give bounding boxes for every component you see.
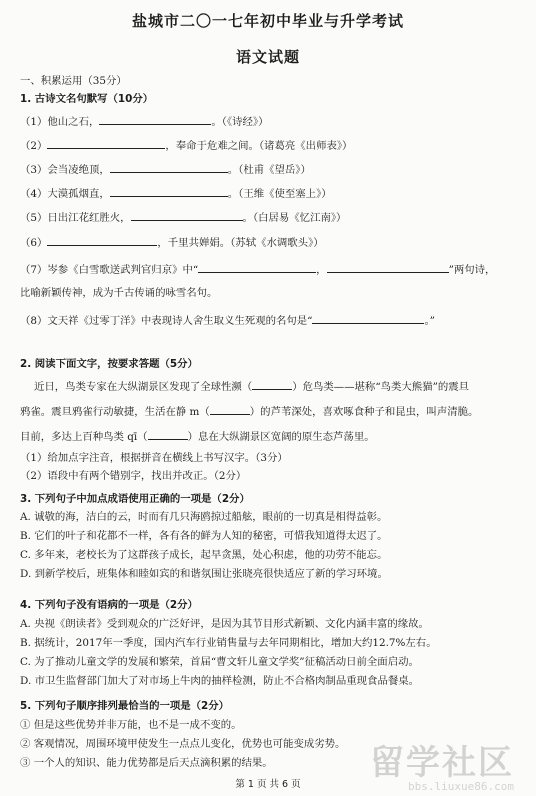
question-5-item-3: ③ 一个人的知识、能力优势都是后天点滴积累的结果。 [20, 757, 273, 769]
answer-blank[interactable] [110, 186, 228, 197]
question-4-option-d[interactable]: D. 市卫生监督部门加大了对市场上牛肉的抽样检测，防止不合格肉制品重现食品餐桌。 [20, 675, 420, 687]
question-1-item-1: （1）他山之石， 。（《诗经》） [20, 116, 269, 128]
question-3-option-a[interactable]: A. 诚敬的海，洁白的云，时而有几只海鸥掠过船舷，眼前的一切真是相得益彰。 [20, 511, 388, 523]
question-3-option-d[interactable]: D. 到新学校后，班集体和睦如宾的和谐氛围让张晓亮很快适应了新的学习环境。 [20, 568, 388, 580]
question-1-stem: 1. 古诗文名句默写（10分） [20, 93, 154, 105]
question-4-option-c[interactable]: C. 为了推动儿童文学的发展和繁荣，首届“曹文轩儿童文学奖”征稿活动日前全面启动。 [20, 656, 419, 668]
answer-blank[interactable] [47, 235, 157, 246]
question-5-item-2: ② 客观情况，周围环境甲使发生一点点儿变化，优势也可能变成劣势。 [20, 738, 346, 750]
answer-blank[interactable] [99, 114, 211, 125]
answer-blank[interactable] [131, 210, 243, 221]
question-3-option-b[interactable]: B. 它们的叶子和花都不一样，各有各的鲜为人知的秘密，可惜我知道得太迟了。 [20, 530, 388, 542]
question-1-item-7: （7）岑参《白雪歌送武判官归京》中“ ， ”两句诗， [20, 264, 496, 276]
question-2-passage-line-3: 目前，多达上百种鸟类 qī（ ）息在大纵湖景区宽阔的原生态芦荡里。 [20, 431, 375, 443]
question-2-passage-line-2: 鸦雀。震旦鸦雀行动敏捷，生活在静 m（ ）的芦苇深处，喜欢啄食种子和昆虫，叫声清脆。 [20, 406, 479, 418]
watermark-logo [370, 735, 514, 793]
exam-title: 盐城市二〇一七年初中毕业与升学考试 [131, 12, 404, 30]
question-1-item-4: （4）大漠孤烟直， 。（王维《使至塞上》） [20, 188, 332, 200]
watermark-brand: 留学社区 [370, 743, 514, 783]
question-5-item-1: ① 但是这些优势并非万能，也不是一成不变的。 [20, 719, 242, 731]
question-4-option-a[interactable]: A. 央视《朗读者》受到观众的广泛好评，是因为其节目形式新颖、文化内涵丰富的缘故。 [20, 618, 429, 630]
question-4-stem: 4. 下列句子没有语病的一项是（2分） [20, 599, 198, 611]
answer-blank[interactable] [252, 379, 292, 390]
question-3-stem: 3. 下列句子中加点成语使用正确的一项是（2分） [20, 493, 250, 505]
answer-blank[interactable] [210, 404, 250, 415]
question-2-stem: 2. 阅读下面文字，按要求答题（5分） [20, 358, 198, 370]
question-5-stem: 5. 下列句子顺序排列最恰当的一项是（2分） [20, 700, 230, 712]
section-heading: 一、积累运用（35分） [20, 75, 127, 87]
question-2-passage-line-1: 近日，鸟类专家在大纵湖景区发现了全球性濒（ ）危鸟类——堪称“鸟类大熊猫”的震旦 [34, 381, 470, 393]
question-3-option-c[interactable]: C. 多年来，老校长为了这群孩子成长，起早贪黑，处心积虑，他的功劳不能忘。 [20, 549, 388, 561]
question-1-item-6: （6） ，千里共婵娟。（苏轼《水调歌头》） [20, 237, 324, 249]
answer-blank[interactable] [312, 313, 424, 324]
question-2-sub-1: （1）给加点字注音，根据拼音在横线上书写汉字。（3分） [20, 452, 288, 464]
question-2-sub-2: （2）语段中有两个错别字，找出并改正。（2分） [20, 470, 247, 482]
answer-blank[interactable] [110, 162, 228, 173]
answer-blank[interactable] [327, 262, 449, 273]
page-number: 第 1 页 共 6 页 [235, 779, 301, 790]
question-1-item-8: （8）文天祥《过零丁洋》中表现诗人舍生取义生死观的名句是“ 。” [20, 315, 435, 327]
question-1-item-7-cont: 比喻新颖传神，成为千古传诵的咏雪名句。 [20, 287, 218, 299]
question-1-item-2: （2） ，奉命于危难之间。（诸葛亮《出师表》） [20, 140, 353, 152]
question-1-item-5: （5）日出江花红胜火， 。（白居易《忆江南》） [20, 212, 347, 224]
exam-subtitle: 语文试题 [235, 48, 300, 66]
question-4-option-b[interactable]: B. 据统计，2017年一季度，国内汽车行业销售量与去年同期相比，增加大约12.7%左右。 [20, 637, 437, 649]
answer-blank[interactable] [47, 138, 165, 149]
watermark-url: bbs.liuxue86.com [408, 780, 514, 793]
question-1-item-3: （3）会当凌绝顶， 。（杜甫《望岳》） [20, 164, 311, 176]
answer-blank[interactable] [148, 429, 188, 440]
answer-blank[interactable] [198, 262, 316, 273]
